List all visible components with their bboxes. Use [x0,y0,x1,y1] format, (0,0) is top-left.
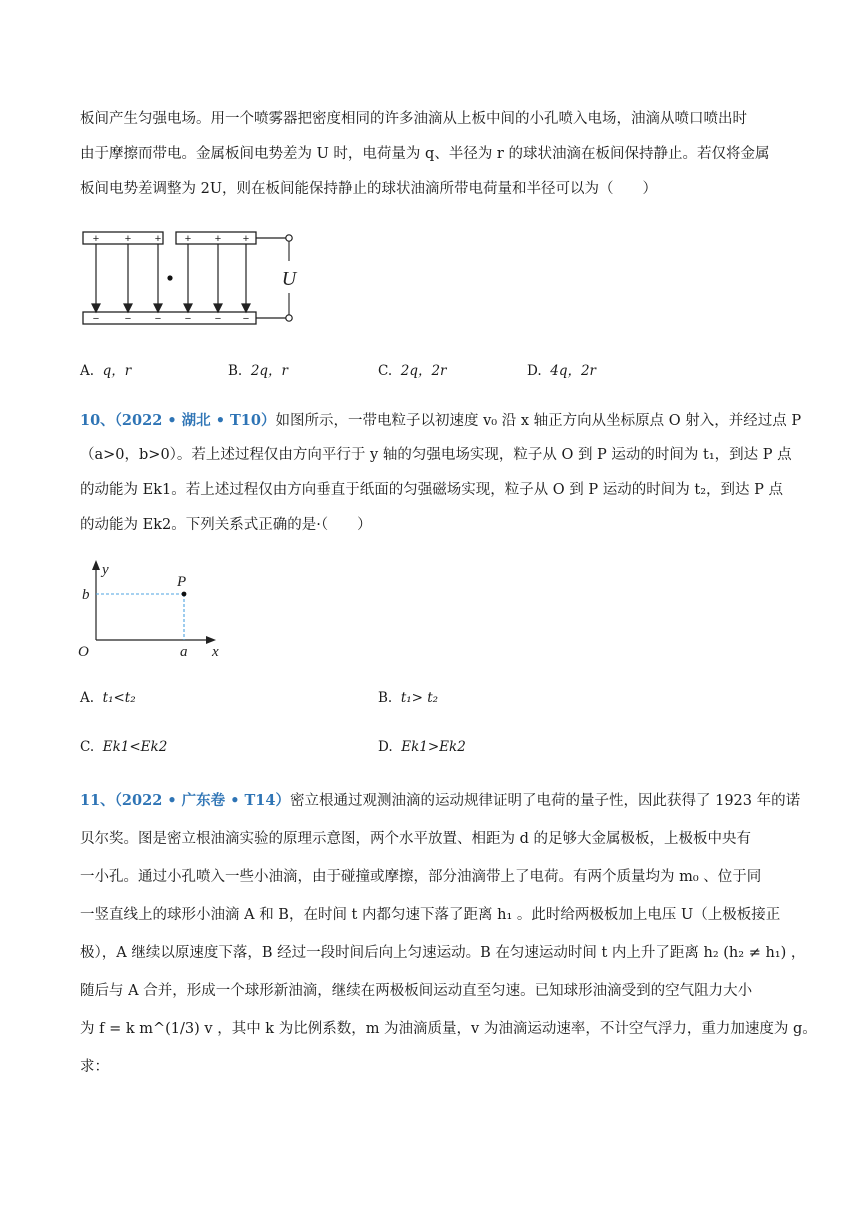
question-11-line-6: 随后与 A 合并，形成一个球形新油滴，继续在两极板间运动直至匀速。已知球形油滴受到的空气阻力大小 [80,983,753,999]
field-arrow-head [92,304,100,312]
question-10-line-3: 的动能为 Ek1。若上述过程仅由方向垂直于纸面的匀强磁场实现，粒子从 O 到 P 运动的时间为 t₂，到达 P 点 [80,482,784,498]
minus-sign: − [124,313,132,325]
field-arrow-head [184,304,192,312]
oil-drop [167,275,172,280]
question-11-line-4: 一竖直线上的球形小油滴 A 和 B，在时间 t 内都匀速下落了距离 h₁ 。此时给两极板加上电压 U（上极板接正 [80,907,781,923]
question-10-line-1: 如图所示，一带电粒子以初速度 v₀ 沿 x 轴正方向从坐标原点 O 射入，并经过点 P [275,413,802,429]
q9-option-a: A. q，r [80,363,132,379]
y-axis-arrow [92,560,100,570]
q9-option-b: B. 2q，r [228,363,288,379]
terminal-top [286,235,292,241]
question-10-line-4: 的动能为 Ek2。下列关系式正确的是·（ ） [80,517,372,533]
plus-sign: + [214,233,222,245]
b-label: b [82,587,90,603]
question-9-text [80,102,780,207]
question-11-line-1: 密立根通过观测油滴的运动规律证明了电荷的量子性，因此获得了 1923 年的诺 [289,793,801,809]
a-label: a [180,644,188,660]
plus-sign: + [124,233,132,245]
bottom-plate [83,312,256,324]
voltage-label: U [281,268,297,290]
question-11-line-7: 为 f = k m^(1/3) v ，其中 k 为比例系数，m 为油滴质量，v 为油滴运动速率，不计空气浮力，重力加速度为 g。 [80,1021,817,1037]
origin-label: O [78,644,89,660]
point-p-label: P [177,574,187,590]
field-arrow-head [124,304,132,312]
question-11-line-3: 一小孔。通过小孔喷入一些小油滴，由于碰撞或摩擦，部分油滴带上了电荷。有两个质量均为 m₀ 、位于同 [80,869,762,885]
q10-option-d: D. Ek1>Ek2 [378,739,466,755]
minus-sign: − [184,313,192,325]
field-arrow-head [214,304,222,312]
q10-option-c: C. Ek1<Ek2 [80,739,168,755]
plus-sign: + [154,233,162,245]
plus-sign: + [242,233,250,245]
question-11-line-5: 极），A 继续以原速度下落，B 经过一段时间后向上匀速运动。B 在匀速运动时间 t 内上升了距离 h₂ (h₂ ≠ h₁) ， [80,945,806,961]
x-axis-label: x [212,644,219,660]
q10-option-b: B. t₁> t₂ [378,690,439,706]
minus-sign: − [92,313,100,325]
question-11-line-2: 贝尔奖。图是密立根油滴实验的原理示意图，两个水平放置、相距为 d 的足够大金属极板，上极板中央有 [80,831,751,847]
question-10-number: 10、（2022 • 湖北 • T10） [80,412,276,429]
terminal-bottom [286,315,292,321]
minus-sign: − [154,313,162,325]
q9-option-d: D. 4q，2r [527,363,597,379]
x-axis-arrow [206,636,216,644]
capacitor-plates-figure [78,228,308,328]
field-arrow-head [154,304,162,312]
field-arrow-head [242,304,250,312]
question-11-text [80,782,817,1086]
question-9-line-1: 板间产生匀强电场。用一个喷雾器把密度相同的许多油滴从上板中间的小孔喷入电场，油滴从喷口喷出时 [80,111,747,127]
question-9-line-3: 板间电势差调整为 2U，则在板间能保持静止的球状油滴所带电荷量和半径可以为（ ） [80,181,658,197]
q9-option-c: C. 2q，2r [378,363,447,379]
question-11-line-8: 求： [80,1059,109,1075]
plus-sign: + [92,233,100,245]
minus-sign: − [242,313,250,325]
question-11-number: 11、（2022 • 广东卷 • T14） [80,792,290,809]
question-10-line-2: （a>0，b>0）。若上述过程仅由方向平行于 y 轴的匀强电场实现，粒子从 O 到 P 运动的时间为 t₁，到达 P 点 [80,447,792,463]
minus-sign: − [214,313,222,325]
y-axis-label: y [102,562,109,578]
q10-option-a: A. t₁<t₂ [80,690,136,706]
plus-sign: + [184,233,192,245]
coordinate-axes-figure [76,556,236,662]
question-10-text [80,403,802,543]
question-9-line-2: 由于摩擦而带电。金属板间电势差为 U 时，电荷量为 q、半径为 r 的球状油滴在板间保持静止。若仅将金属 [80,146,770,162]
point-p [182,592,187,597]
